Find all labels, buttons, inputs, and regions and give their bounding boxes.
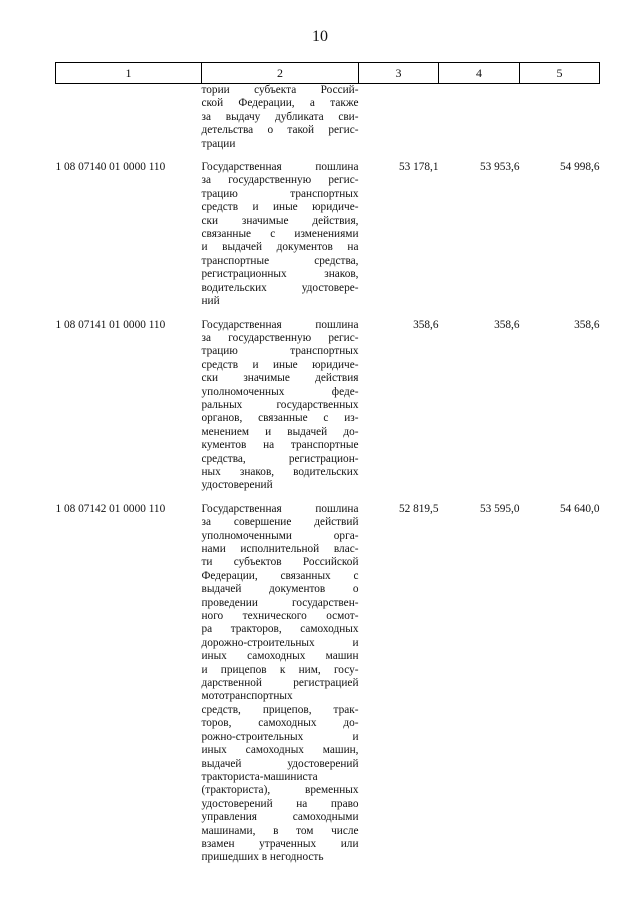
- column-header-3: 3: [359, 63, 439, 84]
- text-line: ний: [201, 295, 220, 308]
- text-line: нами исполнительной влас-: [201, 543, 359, 555]
- text-line: уполномоченными орга-: [201, 529, 359, 542]
- text-line: рожно-строительных и: [201, 730, 359, 743]
- revenue-name: [202, 161, 359, 308]
- text-line: иных самоходных машин: [201, 650, 359, 663]
- column-header-4: 4: [439, 63, 520, 84]
- text-line: управления самоходными: [201, 811, 359, 824]
- text-line: ти субъектов Российской: [201, 556, 359, 569]
- text-line: и выдачей документов на: [201, 241, 359, 254]
- text-line: средств и иные юридиче-: [201, 201, 359, 214]
- row-gap: [56, 309, 600, 319]
- text-line: за совершение действий: [201, 516, 359, 529]
- text-line: за выдачу дубликата сви-: [201, 110, 359, 123]
- value-col-4: 358,6: [494, 318, 520, 331]
- column-header-1: 1: [56, 63, 202, 84]
- text-line: трацию транспортных: [201, 187, 359, 200]
- value-col-3: 52 819,5: [398, 502, 439, 515]
- text-line: детельства о такой регис-: [201, 124, 359, 137]
- continuation-code-cell: [56, 84, 202, 152]
- revenue-code: 1 08 07140 01 0000 110: [55, 161, 166, 174]
- text-line: мототранспортных: [201, 690, 293, 703]
- text-line: трации: [201, 137, 236, 150]
- text-line: за государственную регис-: [201, 331, 359, 344]
- text-line: взамен утраченных или: [201, 837, 359, 850]
- text-line: водительских удостовере-: [201, 281, 359, 294]
- text-line: Государственная пошлина: [201, 161, 359, 174]
- table-header: [56, 63, 600, 84]
- text-line: пришедших в негодность: [201, 851, 324, 864]
- text-line: дарственной регистрацией: [201, 677, 359, 690]
- text-line: Федерации, связанных с: [201, 569, 359, 582]
- continuation-empty-5: [520, 84, 600, 152]
- text-line: (тракториста), временных: [201, 784, 359, 797]
- text-line: проведении государствен-: [201, 596, 359, 609]
- text-line: тории субъекта Россий-: [201, 84, 359, 96]
- text-line: ски значимые действия,: [201, 214, 359, 227]
- text-line: ски значимые действия: [201, 372, 359, 385]
- text-line: удостоверений: [201, 479, 273, 492]
- row-gap: [56, 151, 600, 161]
- text-line: и прицепов к ним, госу-: [201, 663, 359, 676]
- text-line: за государственную регис-: [201, 174, 359, 187]
- text-line: ральных государственных: [201, 398, 359, 411]
- text-line: выдачей удостоверений: [201, 757, 359, 770]
- value-col-5: 358,6: [574, 318, 600, 331]
- text-line: ного технического осмот-: [201, 610, 359, 623]
- value-col-3: 53 178,1: [398, 161, 439, 174]
- value-col-3: 358,6: [413, 318, 439, 331]
- text-line: Государственная пошлина: [201, 502, 359, 515]
- text-line: трацию транспортных: [201, 345, 359, 358]
- column-header-2: 2: [202, 63, 359, 84]
- text-line: машинами, в том числе: [201, 824, 359, 837]
- text-line: ных знаков, водительских: [201, 465, 359, 478]
- text-line: кументов на транспортные: [201, 439, 359, 452]
- table-row: [56, 319, 600, 493]
- text-line: иных самоходных машин,: [201, 744, 359, 757]
- column-header-5: 5: [520, 63, 600, 84]
- value-col-5: 54 640,0: [559, 502, 600, 515]
- text-line: тракториста-машиниста: [201, 770, 318, 783]
- text-line: дорожно-строительных и: [201, 636, 359, 649]
- row-gap: [56, 493, 600, 503]
- revenue-code: 1 08 07142 01 0000 110: [55, 502, 166, 515]
- text-line: транспортные средства,: [201, 254, 359, 267]
- page-number: 10: [312, 28, 328, 45]
- text-line: средств и иные юридиче-: [201, 358, 359, 371]
- text-line: удостоверений на право: [201, 797, 359, 810]
- continuation-empty-3: [359, 84, 439, 152]
- table-row: [56, 503, 600, 865]
- text-line: уполномоченных феде-: [201, 385, 359, 398]
- text-line: регистрационных знаков,: [201, 268, 359, 281]
- text-line: средств, прицепов, трак-: [201, 703, 359, 716]
- text-line: средства, регистрацион-: [201, 452, 359, 465]
- text-line: органов, связанные с из-: [201, 412, 359, 425]
- value-col-5: 54 998,6: [559, 161, 600, 174]
- continuation-empty-4: [439, 84, 520, 152]
- table-row: [56, 161, 600, 308]
- text-line: связанные с изменениями: [201, 228, 359, 241]
- revenue-code: 1 08 07141 01 0000 110: [55, 318, 166, 331]
- revenue-name: [202, 503, 359, 865]
- text-line: выдачей документов о: [201, 583, 359, 596]
- continuation-name-cell: [202, 84, 359, 152]
- text-line: ской Федерации, а также: [201, 97, 359, 110]
- revenue-name: [202, 319, 359, 493]
- text-line: менением и выдачей до-: [201, 425, 359, 438]
- text-line: ра тракторов, самоходных: [201, 623, 359, 636]
- budget-table: [55, 62, 600, 865]
- continuation-row: [56, 84, 600, 152]
- text-line: Государственная пошлина: [201, 318, 359, 331]
- value-col-4: 53 953,6: [479, 161, 520, 174]
- text-line: торов, самоходных до-: [201, 717, 359, 730]
- value-col-4: 53 595,0: [479, 502, 520, 515]
